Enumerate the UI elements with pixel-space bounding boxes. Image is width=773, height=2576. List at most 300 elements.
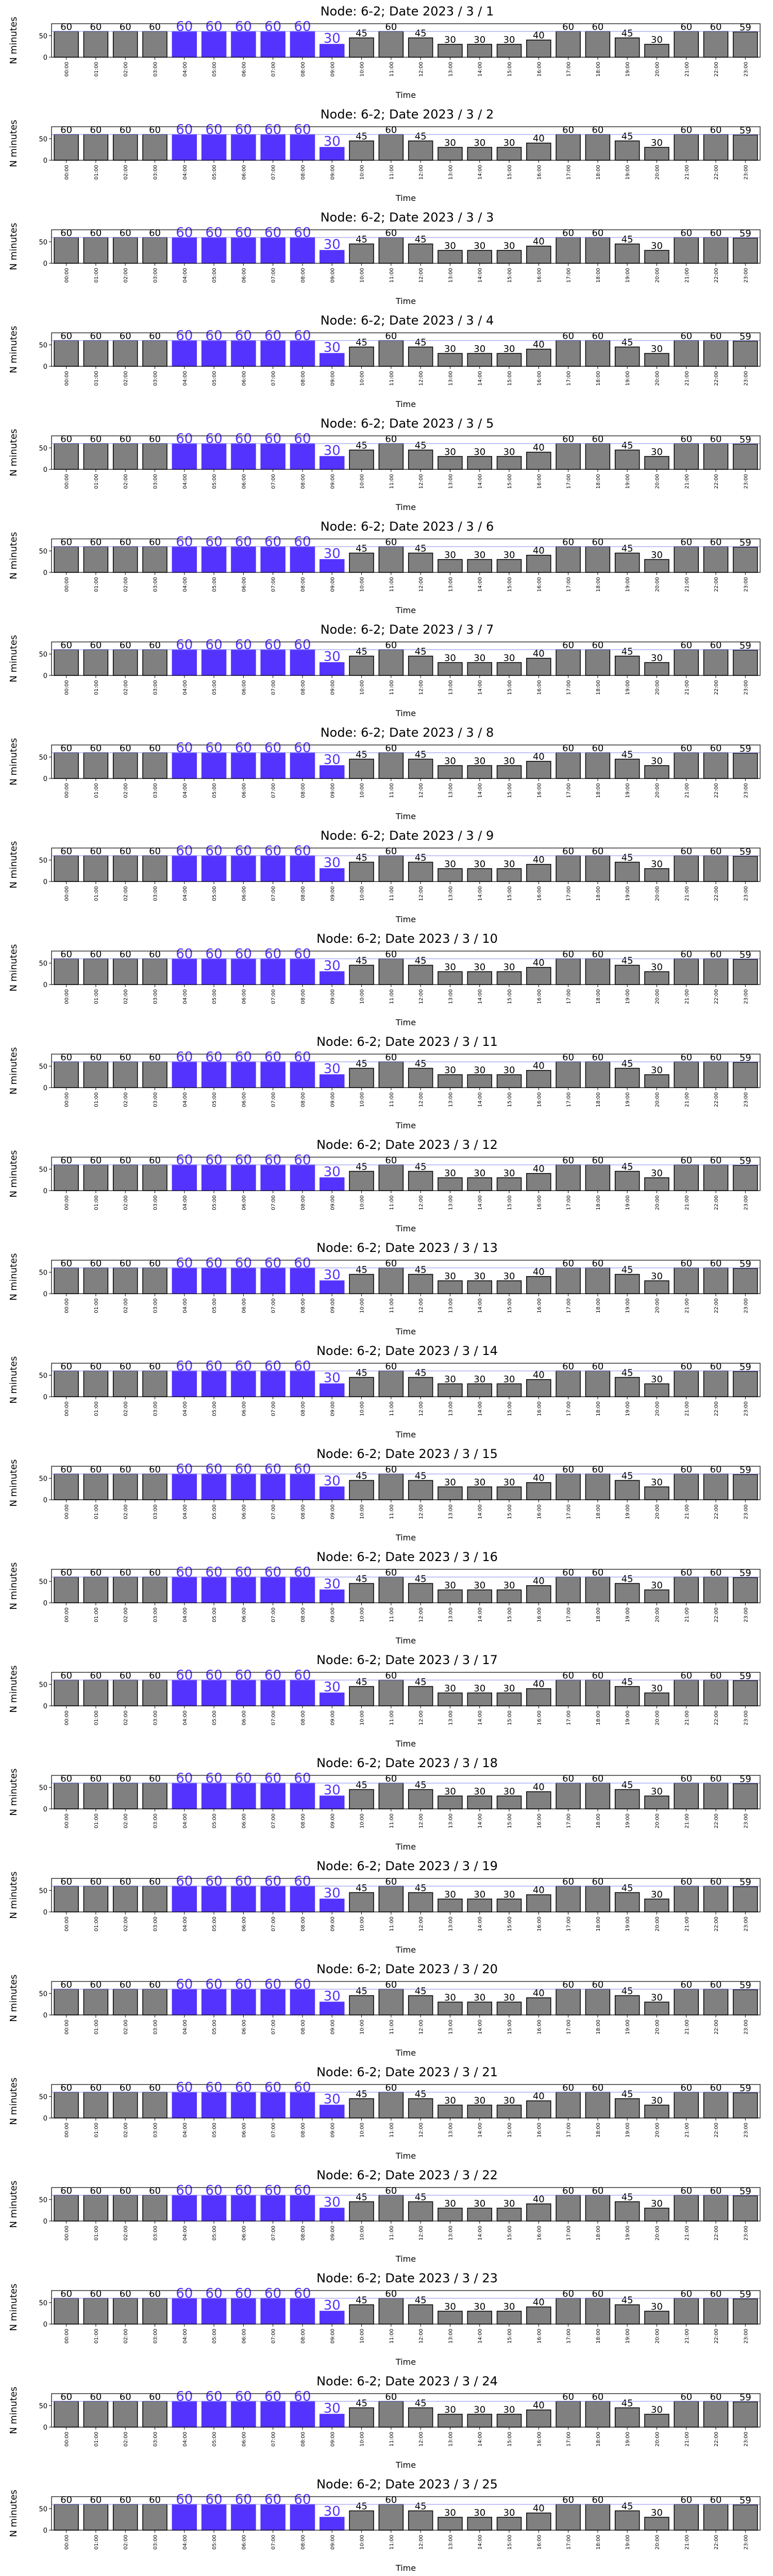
bar-value-label: 60 <box>149 743 161 754</box>
x-tick-label: 15:00 <box>507 1710 513 1725</box>
x-tick-label: 03:00 <box>153 2535 159 2550</box>
x-tick-label: 02:00 <box>123 1504 129 1519</box>
bar-value-label: 40 <box>532 2091 545 2102</box>
bar <box>467 1899 492 1912</box>
bar <box>615 1893 640 1912</box>
x-tick-label: 20:00 <box>654 1092 661 1107</box>
bar <box>438 1899 462 1912</box>
x-tick-label: 16:00 <box>536 783 543 798</box>
bar <box>290 1268 314 1294</box>
bar <box>83 134 108 160</box>
x-tick-label: 21:00 <box>684 165 690 180</box>
bar-value-label: 30 <box>474 1477 486 1488</box>
bar-value-label: 60 <box>680 1670 693 1681</box>
bar-value-label: 60 <box>60 1258 73 1269</box>
bar-value-label: 60 <box>60 1876 73 1887</box>
bar-value-label: 30 <box>503 1786 515 1797</box>
bar-value-label: 40 <box>532 133 545 144</box>
x-tick-label: 17:00 <box>566 1917 572 1931</box>
y-tick-label: 50 <box>39 2299 47 2308</box>
bar <box>704 134 728 160</box>
bar-value-label: 60 <box>385 743 397 754</box>
bar-value-label: 60 <box>176 328 193 344</box>
x-tick-label: 06:00 <box>241 165 247 180</box>
bar <box>349 1996 374 2015</box>
bar-value-label: 60 <box>234 1256 252 1271</box>
chart-title: Node: 6-2; Date 2023 / 3 / 18 <box>316 1756 498 1770</box>
x-tick-label: 22:00 <box>714 1814 720 1828</box>
bar-value-label: 30 <box>503 2198 515 2209</box>
x-tick-label: 09:00 <box>330 989 336 1004</box>
bar <box>438 2414 462 2427</box>
bar-value-label: 60 <box>562 1052 575 1063</box>
bar-value-label: 30 <box>503 138 515 148</box>
bar-value-label: 60 <box>119 1052 131 1063</box>
bar-value-label: 30 <box>444 1065 456 1076</box>
bar-value-label: 30 <box>503 653 515 664</box>
bar <box>113 2092 138 2118</box>
chart-title: Node: 6-2; Date 2023 / 3 / 4 <box>320 313 494 328</box>
x-tick-label: 00:00 <box>64 2226 70 2241</box>
bar <box>349 1172 374 1191</box>
chart-title: Node: 6-2; Date 2023 / 3 / 14 <box>316 1344 498 1358</box>
x-tick-label: 03:00 <box>153 1917 159 1931</box>
bar-value-label: 60 <box>385 1876 397 1887</box>
bar-value-label: 60 <box>205 2286 223 2301</box>
bar-value-label: 60 <box>90 1773 102 1784</box>
bar <box>113 2504 138 2530</box>
bar <box>615 759 640 779</box>
x-tick-label: 03:00 <box>153 1504 159 1519</box>
bar <box>83 753 108 778</box>
x-tick-label: 18:00 <box>595 2329 601 2344</box>
x-tick-label: 08:00 <box>300 371 306 386</box>
bar <box>585 1371 610 1397</box>
x-tick-label: 10:00 <box>359 2226 365 2241</box>
bar <box>585 1062 610 1088</box>
bar <box>438 2311 462 2324</box>
x-tick-label: 01:00 <box>93 2432 99 2447</box>
bar <box>261 444 285 469</box>
bar <box>409 1275 433 1294</box>
x-tick-label: 15:00 <box>507 1195 513 1210</box>
bar-value-label: 59 <box>739 1567 751 1579</box>
x-tick-label: 15:00 <box>507 165 513 180</box>
bar-value-label: 60 <box>60 1155 73 1166</box>
bar-value-label: 59 <box>739 2082 751 2094</box>
x-tick-label: 10:00 <box>359 1710 365 1725</box>
bar <box>733 2299 758 2324</box>
bar <box>83 650 108 675</box>
y-tick-label: 0 <box>43 1084 47 1092</box>
bar <box>438 766 462 778</box>
bar-value-label: 40 <box>532 1782 545 1793</box>
bar-value-label: 30 <box>444 1374 456 1385</box>
y-tick-label: 50 <box>39 1887 47 1895</box>
x-tick-label: 09:00 <box>330 2432 336 2447</box>
x-tick-label: 03:00 <box>153 2020 159 2035</box>
bar-value-label: 30 <box>323 1473 341 1489</box>
x-tick-label: 17:00 <box>566 989 572 1004</box>
y-axis-label: N minutes <box>8 944 19 992</box>
x-tick-label: 23:00 <box>743 886 749 901</box>
bar-value-label: 30 <box>503 447 515 457</box>
x-tick-label: 22:00 <box>714 268 720 283</box>
bar-value-label: 60 <box>234 1874 252 1889</box>
bar-value-label: 30 <box>651 344 663 354</box>
bar-value-label: 30 <box>474 1168 486 1179</box>
x-tick-label: 21:00 <box>684 989 690 1004</box>
bar <box>409 1893 433 1912</box>
bar <box>674 753 698 778</box>
x-tick-label: 19:00 <box>625 1401 631 1416</box>
bar-value-label: 60 <box>234 1977 252 1992</box>
x-tick-label: 06:00 <box>241 680 247 695</box>
bar <box>467 1384 492 1397</box>
bar-value-label: 40 <box>532 236 545 247</box>
x-tick-label: 21:00 <box>684 2123 690 2138</box>
y-tick-label: 50 <box>39 2196 47 2205</box>
bar <box>379 753 403 778</box>
bar-value-label: 60 <box>176 19 193 35</box>
bar-value-label: 60 <box>385 22 397 32</box>
x-axis-label: Time <box>395 1224 416 1233</box>
x-axis-label: Time <box>395 1842 416 1852</box>
x-tick-label: 00:00 <box>64 886 70 901</box>
bar <box>615 1790 640 1809</box>
bar <box>231 753 256 778</box>
bar-value-label: 30 <box>503 550 515 561</box>
bar <box>585 753 610 778</box>
x-tick-label: 00:00 <box>64 1298 70 1313</box>
x-tick-label: 12:00 <box>418 2020 425 2035</box>
x-tick-label: 08:00 <box>300 1917 306 1931</box>
bar <box>409 2511 433 2531</box>
bar-value-label: 60 <box>562 434 575 445</box>
x-tick-label: 10:00 <box>359 1814 365 1828</box>
y-axis-label: N minutes <box>8 1047 19 1095</box>
x-tick-label: 12:00 <box>418 2226 425 2241</box>
bar <box>172 31 196 57</box>
x-tick-label: 13:00 <box>448 1298 454 1313</box>
bar-value-label: 60 <box>710 1567 722 1578</box>
bar <box>290 959 314 985</box>
chart-panel <box>0 1443 773 1546</box>
bar-value-label: 60 <box>562 1155 575 1166</box>
bar-value-label: 59 <box>739 1052 751 1063</box>
x-tick-label: 05:00 <box>212 1710 218 1725</box>
bar <box>261 1886 285 1912</box>
x-tick-label: 19:00 <box>625 2329 631 2344</box>
bar-value-label: 45 <box>621 1161 633 1173</box>
bar-value-label: 60 <box>234 2389 252 2404</box>
x-tick-label: 01:00 <box>93 474 99 489</box>
x-tick-label: 00:00 <box>64 371 70 386</box>
x-tick-label: 18:00 <box>595 2226 601 2241</box>
bar <box>379 2195 403 2221</box>
bar <box>645 2414 669 2427</box>
bar <box>527 555 551 572</box>
bar <box>704 31 728 57</box>
bar <box>497 1487 522 1500</box>
bar <box>438 1384 462 1397</box>
bar <box>290 1062 314 1088</box>
bar <box>733 1371 758 1397</box>
x-tick-label: 02:00 <box>123 783 129 798</box>
x-tick-label: 13:00 <box>448 62 454 77</box>
bar <box>409 2305 433 2325</box>
x-tick-label: 06:00 <box>241 1504 247 1519</box>
bar <box>261 31 285 57</box>
bar <box>438 560 462 572</box>
chart-panel <box>0 0 773 103</box>
bar-value-label: 60 <box>264 19 282 35</box>
x-tick-label: 21:00 <box>684 2329 690 2344</box>
bar-value-label: 59 <box>739 228 751 239</box>
bar-value-label: 60 <box>264 2389 282 2404</box>
bar <box>645 869 669 882</box>
bar <box>261 1474 285 1500</box>
x-axis-label: Time <box>395 502 416 512</box>
bar-value-label: 60 <box>60 1979 73 1990</box>
bar-value-label: 59 <box>739 1361 751 1372</box>
x-tick-label: 03:00 <box>153 1401 159 1416</box>
x-tick-label: 08:00 <box>300 2432 306 2447</box>
x-tick-label: 10:00 <box>359 577 365 592</box>
x-tick-label: 12:00 <box>418 2123 425 2138</box>
x-tick-label: 19:00 <box>625 1917 631 1931</box>
bar <box>379 1165 403 1191</box>
bar-value-label: 59 <box>739 2495 751 2506</box>
bar <box>290 2298 314 2324</box>
bar <box>615 965 640 985</box>
bar-value-label: 45 <box>414 646 427 657</box>
x-tick-label: 20:00 <box>654 165 661 180</box>
x-tick-label: 20:00 <box>654 1710 661 1725</box>
x-tick-label: 03:00 <box>153 783 159 798</box>
bar <box>527 2513 551 2530</box>
x-tick-label: 11:00 <box>389 371 395 386</box>
bar <box>704 2504 728 2530</box>
x-tick-label: 08:00 <box>300 2123 306 2138</box>
bar <box>497 663 522 675</box>
x-tick-label: 04:00 <box>182 783 188 798</box>
bar <box>438 2002 462 2015</box>
x-tick-label: 15:00 <box>507 371 513 386</box>
x-tick-label: 11:00 <box>389 268 395 283</box>
bar-value-label: 60 <box>176 122 193 138</box>
bar-value-label: 60 <box>119 2185 131 2196</box>
bar-value-label: 60 <box>592 1052 604 1063</box>
bar <box>467 2208 492 2221</box>
y-axis-label: N minutes <box>8 16 19 64</box>
x-tick-label: 04:00 <box>182 62 188 77</box>
x-tick-label: 01:00 <box>93 886 99 901</box>
bar-value-label: 30 <box>651 138 663 148</box>
x-tick-label: 09:00 <box>330 886 336 901</box>
bar-value-label: 45 <box>414 955 427 967</box>
bar-value-label: 60 <box>294 431 311 447</box>
bar-value-label: 30 <box>651 1271 663 1282</box>
bar-value-label: 30 <box>651 653 663 664</box>
bar-value-label: 30 <box>503 1065 515 1076</box>
chart-title: Node: 6-2; Date 2023 / 3 / 1 <box>320 4 494 19</box>
bar-value-label: 60 <box>592 2289 604 2299</box>
x-tick-label: 06:00 <box>241 1195 247 1210</box>
bar-value-label: 60 <box>710 1258 722 1269</box>
y-axis-label: N minutes <box>8 223 19 270</box>
bar <box>527 1689 551 1706</box>
bar <box>615 1275 640 1294</box>
bar-value-label: 60 <box>176 2080 193 2095</box>
bar <box>143 2401 167 2427</box>
bar <box>349 141 374 161</box>
bar <box>202 1474 226 1500</box>
bar <box>467 2517 492 2530</box>
x-tick-label: 05:00 <box>212 1092 218 1107</box>
x-tick-label: 09:00 <box>330 1917 336 1931</box>
bar <box>261 1268 285 1294</box>
bar-value-label: 30 <box>651 2301 663 2312</box>
bar <box>83 341 108 366</box>
x-tick-label: 22:00 <box>714 1917 720 1931</box>
x-tick-label: 20:00 <box>654 783 661 798</box>
bar-value-label: 30 <box>651 1992 663 2003</box>
bar <box>113 1989 138 2015</box>
y-tick-label: 50 <box>39 32 47 41</box>
chart-title: Node: 6-2; Date 2023 / 3 / 2 <box>320 107 494 122</box>
x-tick-label: 08:00 <box>300 165 306 180</box>
x-tick-label: 19:00 <box>625 371 631 386</box>
bar-value-label: 60 <box>60 1567 73 1578</box>
bar-value-label: 60 <box>710 1773 722 1784</box>
x-axis-label: Time <box>395 2563 416 2573</box>
y-tick-label: 0 <box>43 1909 47 1917</box>
bar-value-label: 60 <box>710 228 722 239</box>
bar-value-label: 45 <box>414 1986 427 1997</box>
bar <box>467 1693 492 1706</box>
x-tick-label: 19:00 <box>625 1195 631 1210</box>
x-tick-label: 15:00 <box>507 1401 513 1416</box>
x-tick-label: 20:00 <box>654 474 661 489</box>
bar <box>143 341 167 366</box>
bar-value-label: 60 <box>562 1258 575 1269</box>
x-tick-label: 09:00 <box>330 2535 336 2550</box>
bar <box>733 32 758 57</box>
x-tick-label: 09:00 <box>330 1401 336 1416</box>
bar <box>645 1590 669 1603</box>
x-tick-label: 20:00 <box>654 268 661 283</box>
bar <box>467 1281 492 1294</box>
bar <box>202 1165 226 1191</box>
x-tick-label: 21:00 <box>684 1504 690 1519</box>
x-tick-label: 18:00 <box>595 165 601 180</box>
bar-value-label: 60 <box>680 640 693 651</box>
bar <box>497 353 522 366</box>
bar-value-label: 60 <box>294 1049 311 1065</box>
x-tick-label: 10:00 <box>359 1195 365 1210</box>
x-axis-label: Time <box>395 1121 416 1130</box>
bar-value-label: 60 <box>90 949 102 960</box>
x-axis-label: Time <box>395 90 416 100</box>
y-tick-label: 50 <box>39 1990 47 1998</box>
x-tick-label: 07:00 <box>271 474 277 489</box>
x-tick-label: 03:00 <box>153 165 159 180</box>
bar <box>615 38 640 58</box>
bar <box>231 1886 256 1912</box>
bar-value-label: 60 <box>149 2082 161 2093</box>
bar <box>409 965 433 985</box>
bar-value-label: 40 <box>532 1988 545 1999</box>
bar <box>290 31 314 57</box>
bar <box>556 1783 580 1809</box>
bar-value-label: 30 <box>474 2198 486 2209</box>
bar-value-label: 60 <box>149 640 161 651</box>
y-tick-label: 0 <box>43 2424 47 2432</box>
bar <box>172 2504 196 2530</box>
bar <box>143 444 167 469</box>
bar <box>585 238 610 263</box>
x-tick-label: 08:00 <box>300 1814 306 1828</box>
bar <box>645 2208 669 2221</box>
bar <box>585 959 610 985</box>
bar-value-label: 60 <box>234 1462 252 1477</box>
bar <box>704 1783 728 1809</box>
chart-svg <box>0 721 773 824</box>
x-tick-label: 11:00 <box>389 1607 395 1622</box>
bar-value-label: 59 <box>739 1464 751 1476</box>
bar <box>143 238 167 263</box>
x-tick-label: 17:00 <box>566 2329 572 2344</box>
bar <box>733 2505 758 2530</box>
bar <box>467 560 492 572</box>
bar <box>202 134 226 160</box>
bar <box>704 959 728 985</box>
x-tick-label: 09:00 <box>330 2123 336 2138</box>
bar <box>290 1577 314 1603</box>
x-tick-label: 23:00 <box>743 2535 749 2550</box>
bar <box>83 1989 108 2015</box>
bar <box>674 1577 698 1603</box>
bar-value-label: 60 <box>294 225 311 241</box>
x-tick-label: 17:00 <box>566 62 572 77</box>
x-tick-label: 05:00 <box>212 2123 218 2138</box>
bar-value-label: 60 <box>205 1874 223 1889</box>
x-tick-label: 05:00 <box>212 62 218 77</box>
bar-value-label: 40 <box>532 2297 545 2308</box>
bar <box>733 341 758 366</box>
chart-panel <box>0 1546 773 1649</box>
bar <box>645 353 669 366</box>
bar <box>172 134 196 160</box>
bar <box>202 2504 226 2530</box>
bar <box>674 2195 698 2221</box>
bar <box>704 341 728 366</box>
bar <box>379 2092 403 2118</box>
bar-value-label: 30 <box>444 241 456 251</box>
bar-value-label: 59 <box>739 846 751 857</box>
bar-value-label: 30 <box>474 653 486 664</box>
bar <box>143 134 167 160</box>
x-tick-label: 15:00 <box>507 2226 513 2241</box>
x-tick-label: 12:00 <box>418 165 425 180</box>
bar <box>674 1989 698 2015</box>
bar <box>261 341 285 366</box>
bar-value-label: 60 <box>119 1567 131 1578</box>
bar-value-label: 60 <box>385 1670 397 1681</box>
x-tick-label: 03:00 <box>153 1092 159 1107</box>
x-tick-label: 04:00 <box>182 1710 188 1725</box>
